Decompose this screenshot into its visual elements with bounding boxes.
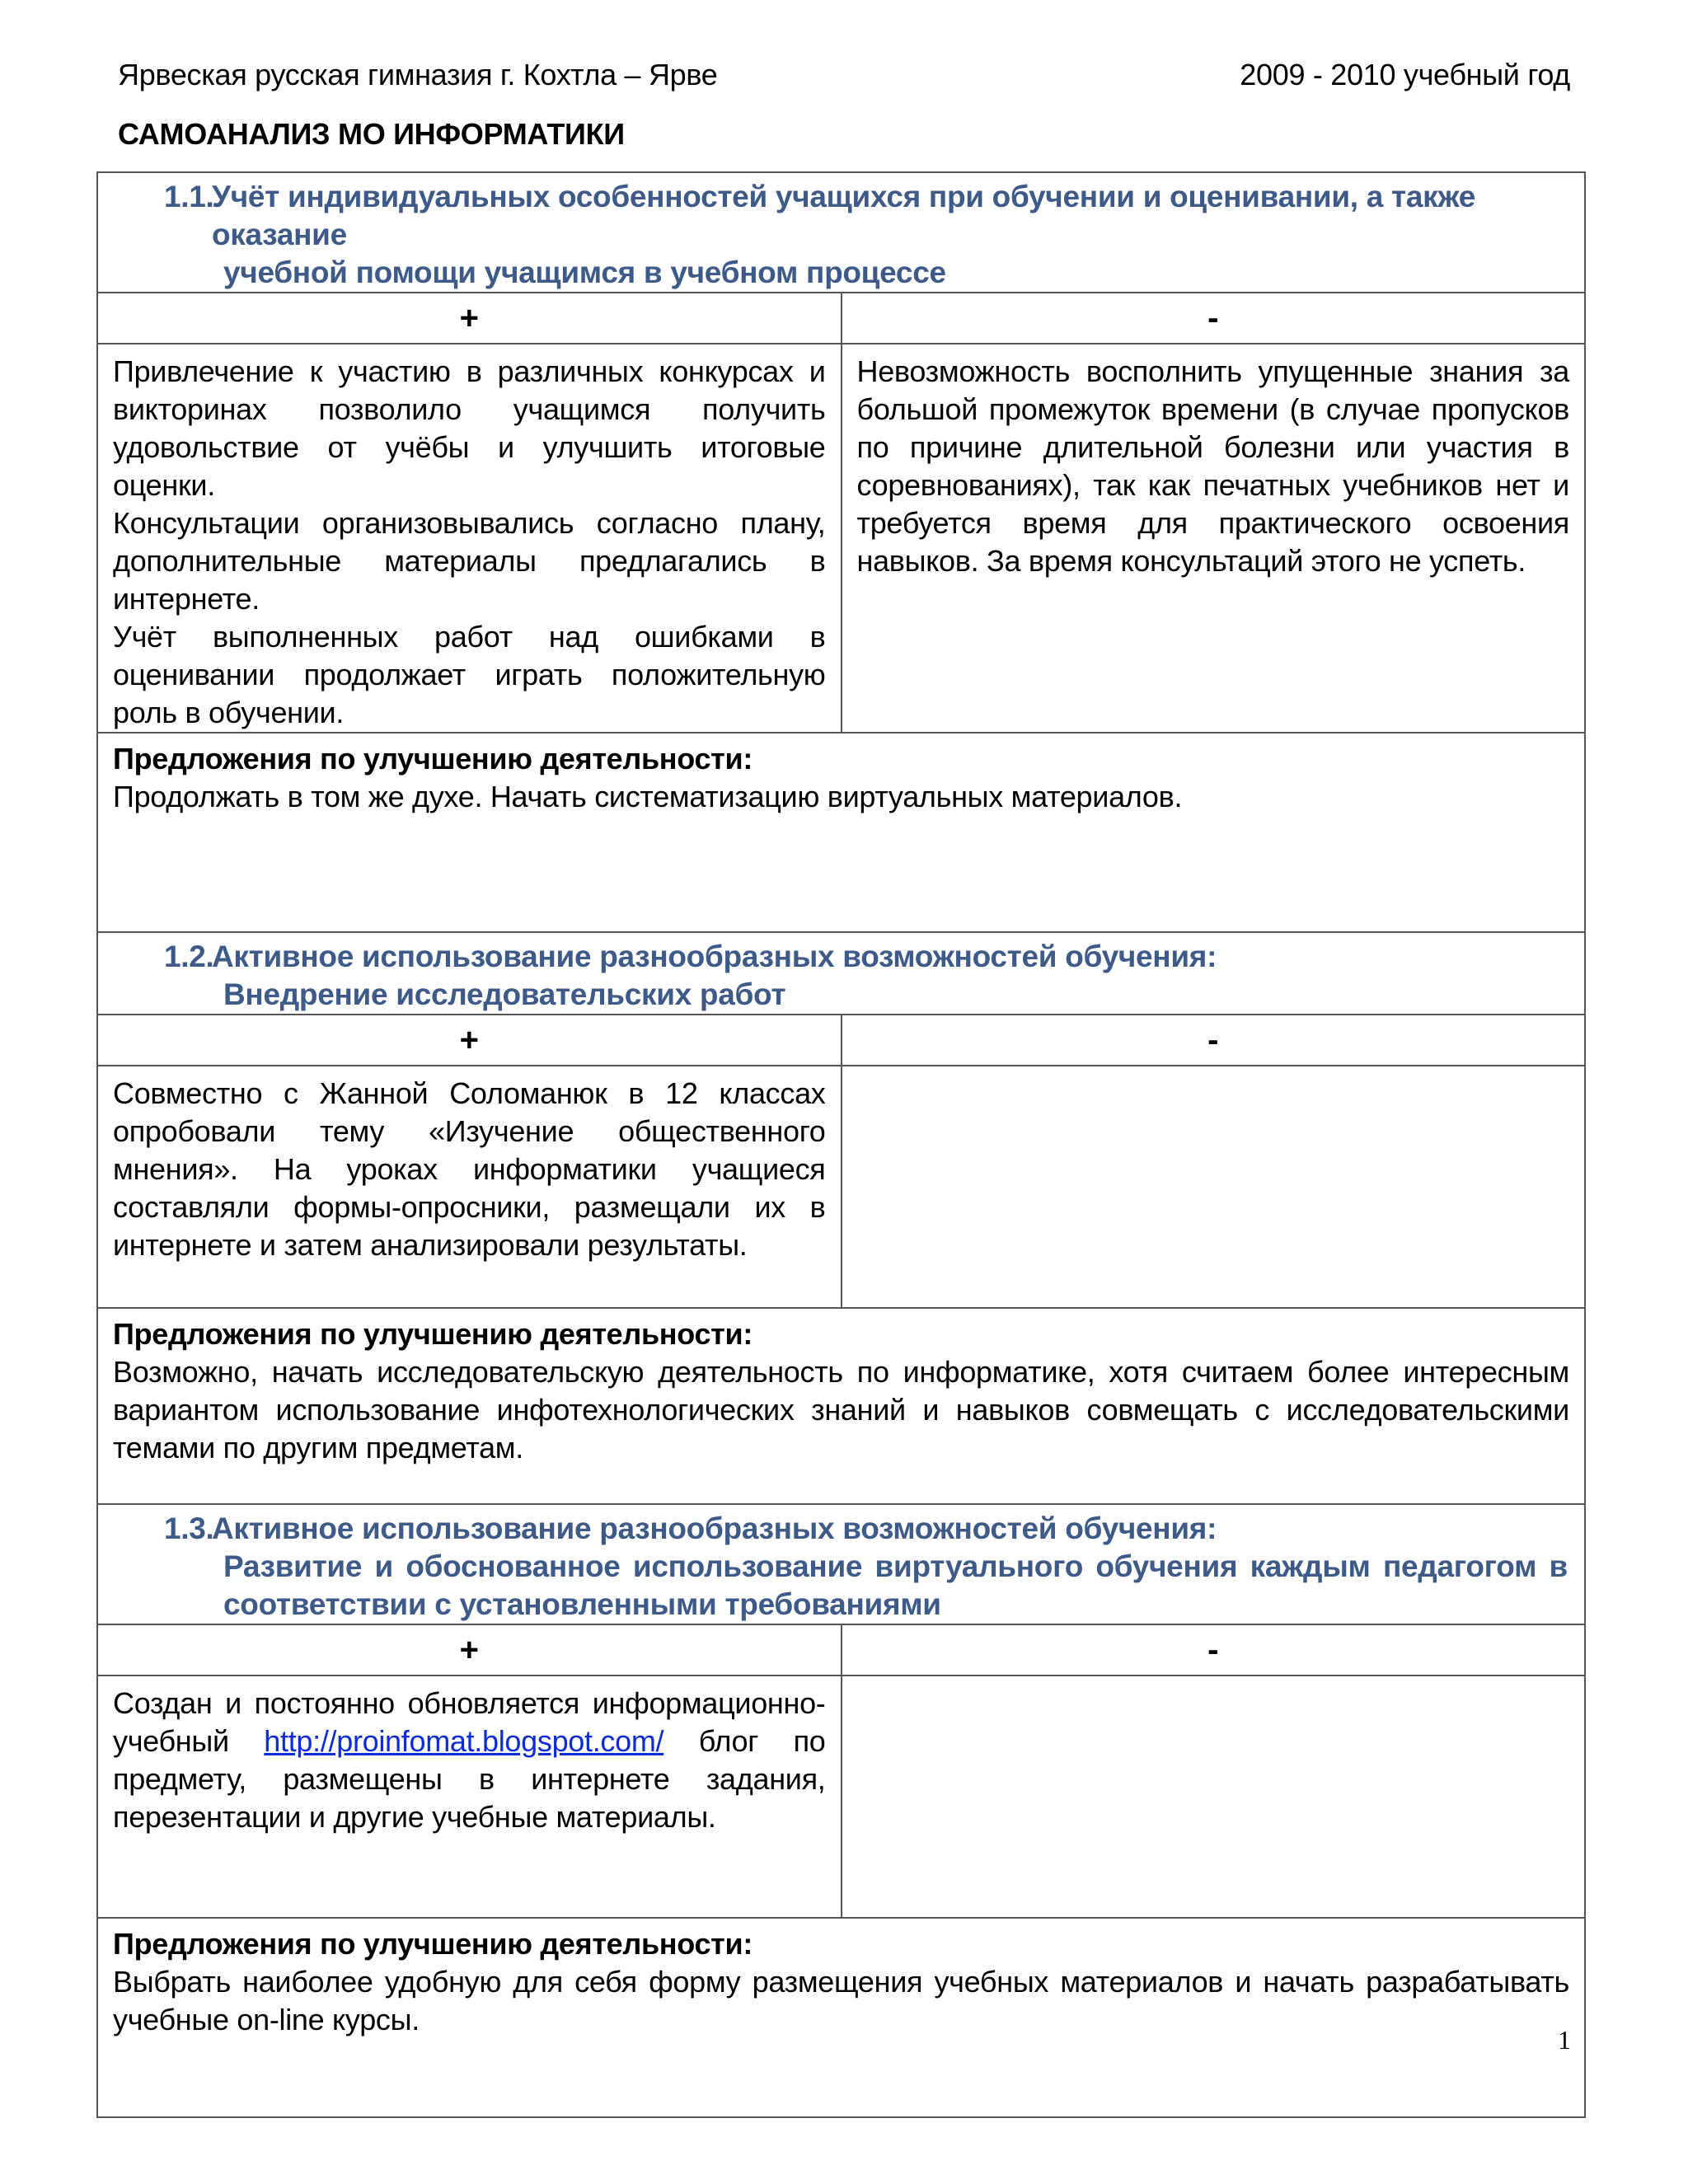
section-3-body-row [97, 1675, 1585, 1918]
plus-paragraph: Учёт выполненных работ над ошибками в оценивании продолжает играть положительную роль в обучении. [113, 620, 826, 729]
section-3-suggestions-row [97, 1918, 1585, 2117]
section-2-heading-row [97, 932, 1585, 1015]
section-2-body-row [97, 1066, 1585, 1308]
suggestions-title: Предложения по улучшению деятельности: [113, 742, 753, 776]
section-1-heading-row [97, 172, 1585, 293]
academic-year: 2009 - 2010 учебный год [1240, 58, 1570, 91]
plus-paragraph: Привлечение к участию в различных конкурсах и викторинах позволило учащимся получить удовольствие от учёбы и улучшить итоговые оценки. [113, 354, 826, 502]
plus-cell [97, 344, 842, 733]
document-title: САМОАНАЛИЗ МО ИНФОРМАТИКИ [118, 117, 625, 151]
section-heading-line1: Учёт индивидуальных особенностей учащихся при обучении и оценивании, а также оказание [212, 180, 1476, 251]
minus-cell [842, 344, 1586, 733]
plus-paragraph [113, 1685, 826, 1836]
page-number: 1 [1558, 2025, 1571, 2055]
plus-minus-header [97, 1015, 1585, 1066]
plus-text-after-link: блог по предмету, размещены в интернете задания, перезентации и другие учебные материалы. [113, 1724, 826, 1834]
plus-paragraph: Совместно с Жанной Соломанюк в 12 классах опробовали тему «Изучение общественного мнения». На уроках информатики учащиеся составляли формы-опросники, размещали их в интернете и затем анализировали результаты. [113, 1076, 826, 1262]
minus-cell [842, 1675, 1586, 1918]
suggestions-text: Продолжать в том же духе. Начать систематизацию виртуальных материалов. [113, 780, 1183, 813]
section-heading-line2: Развитие и обоснованное использование виртуального обучения каждым педагогом в соответствии с установленными требованиями [223, 1549, 1568, 1621]
plus-cell [97, 1675, 842, 1918]
self-analysis-table [96, 171, 1586, 2118]
section-1-heading [97, 172, 1585, 293]
section-heading-line1: Активное использование разнообразных возможностей обучения: [212, 1511, 1217, 1545]
plus-header: + [97, 293, 842, 344]
section-heading-line2: Внедрение исследовательских работ [223, 977, 786, 1011]
section-3-heading [97, 1504, 1585, 1624]
plus-minus-header [97, 1624, 1585, 1675]
school-name: Ярвеская русская гимназия г. Кохтла – Ярве [118, 58, 718, 91]
suggestions-cell [97, 733, 1585, 932]
suggestions-cell [97, 1308, 1585, 1504]
plus-header: + [97, 1015, 842, 1066]
plus-minus-header [97, 293, 1585, 344]
section-number: 1.1. [164, 180, 214, 213]
section-2-heading [97, 932, 1585, 1015]
section-1-suggestions-row [97, 733, 1585, 932]
section-heading-line1: Активное использование разнообразных возможностей обучения: [212, 940, 1217, 973]
suggestions-text: Выбрать наиболее удобную для себя форму размещения учебных материалов и начать разрабатывать учебные on-line курсы. [113, 1965, 1569, 2036]
section-number: 1.3. [164, 1511, 214, 1545]
plus-paragraph: Консультации организовывались согласно плану, дополнительные материалы предлагались в интернете. [113, 506, 826, 616]
section-2-suggestions-row [97, 1308, 1585, 1504]
section-1-body-row [97, 344, 1585, 733]
suggestions-title: Предложения по улучшению деятельности: [113, 1927, 753, 1961]
suggestions-title: Предложения по улучшению деятельности: [113, 1317, 753, 1351]
suggestions-cell [97, 1918, 1585, 2117]
minus-header: - [842, 1015, 1586, 1066]
suggestions-text: Возможно, начать исследовательскую деятельность по информатике, хотя считаем более интересным вариантом использование инфотехнологических знаний и навыков совмещать с исследовательскими темами по другим предметам. [113, 1355, 1569, 1465]
section-heading-line2: учебной помощи учащимся в учебном процессе [223, 255, 946, 289]
section-3-heading-row [97, 1504, 1585, 1624]
plus-cell [97, 1066, 842, 1308]
plus-header: + [97, 1624, 842, 1675]
minus-paragraph: Невозможность восполнить упущенные знания за большой промежуток времени (в случае пропусков по причине длительной болезни или участия в соревнованиях), так как печатных учебников нет и требуется время для практического освоения навыков. За время консультаций этого не успеть. [856, 354, 1569, 578]
minus-cell [842, 1066, 1586, 1308]
section-number: 1.2. [164, 940, 214, 973]
minus-header: - [842, 293, 1586, 344]
plus-text-before-link: Создан и постоянно обновляется информационно-учебный [113, 1686, 826, 1758]
blog-link[interactable]: http://proinfomat.blogspot.com/ [264, 1724, 664, 1758]
minus-header: - [842, 1624, 1586, 1675]
